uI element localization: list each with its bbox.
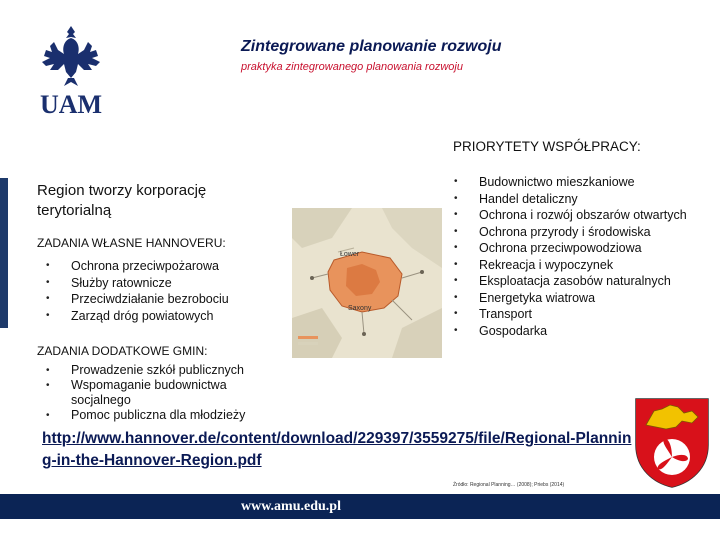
list-item: • Ochrona i rozwój obszarów otwartych (445, 207, 715, 224)
region-map (292, 208, 442, 358)
page-title: Zintegrowane planowanie rozwoju (241, 38, 502, 55)
list-item: • Rekreacja i wypoczynek (445, 257, 715, 274)
extra-tasks-list (37, 363, 277, 423)
footer-url[interactable]: www.amu.edu.pl (241, 499, 341, 514)
extra-tasks-heading: ZADANIA DODATKOWE GMIN: (37, 344, 208, 358)
list-item: • Zarząd dróg powiatowych (37, 308, 277, 325)
list-item: • Ochrona przyrody i środowiska (445, 224, 715, 241)
list-item: • Gospodarka (445, 323, 715, 340)
page-subtitle: praktyka zintegrowanego planowania rozwoju (241, 61, 463, 73)
accent-bar (0, 178, 8, 328)
footer-bar (0, 494, 720, 519)
list-item: • Prowadzenie szkół publicznych (37, 363, 277, 378)
priorities-list (445, 174, 715, 339)
list-item: • Służby ratownicze (37, 275, 277, 292)
list-item: • Energetyka wiatrowa (445, 290, 715, 307)
list-item: • Eksploatacja zasobów naturalnych (445, 273, 715, 290)
coat-of-arms-icon (632, 395, 712, 490)
list-item: • Pomoc publiczna dla młodzieży (37, 408, 277, 423)
list-item: • Handel detaliczny (445, 191, 715, 208)
list-item: • Ochrona przeciwpożarowa (37, 258, 277, 275)
svg-text:UAM: UAM (39, 90, 103, 119)
list-item: • Ochrona przeciwpowodziowa (445, 240, 715, 257)
region-heading: Region tworzy korporację terytorialną (37, 182, 207, 219)
list-item: • Wspomaganie budownictwa socjalnego (37, 378, 277, 408)
uam-logo (28, 20, 114, 120)
list-item: • Przeciwdziałanie bezrobociu (37, 291, 277, 308)
source-link[interactable]: http://www.hannover.de/content/download/229397/3559275/file/Regional-Planning-in-the-Hannover-Region.pdf (42, 430, 632, 469)
svg-text:Saxony: Saxony (348, 305, 372, 312)
own-tasks-list (37, 258, 277, 324)
svg-text:Łower: Łower (340, 251, 360, 258)
priorities-heading: PRIORYTETY WSPÓŁPRACY: (453, 139, 641, 154)
source-note: Źródło: Regional Planning… (2008); Priebs (2014) (453, 482, 565, 488)
list-item: • Transport (445, 306, 715, 323)
list-item: • Budownictwo mieszkaniowe (445, 174, 715, 191)
own-tasks-heading: ZADANIA WŁASNE HANNOVERU: (37, 236, 226, 250)
